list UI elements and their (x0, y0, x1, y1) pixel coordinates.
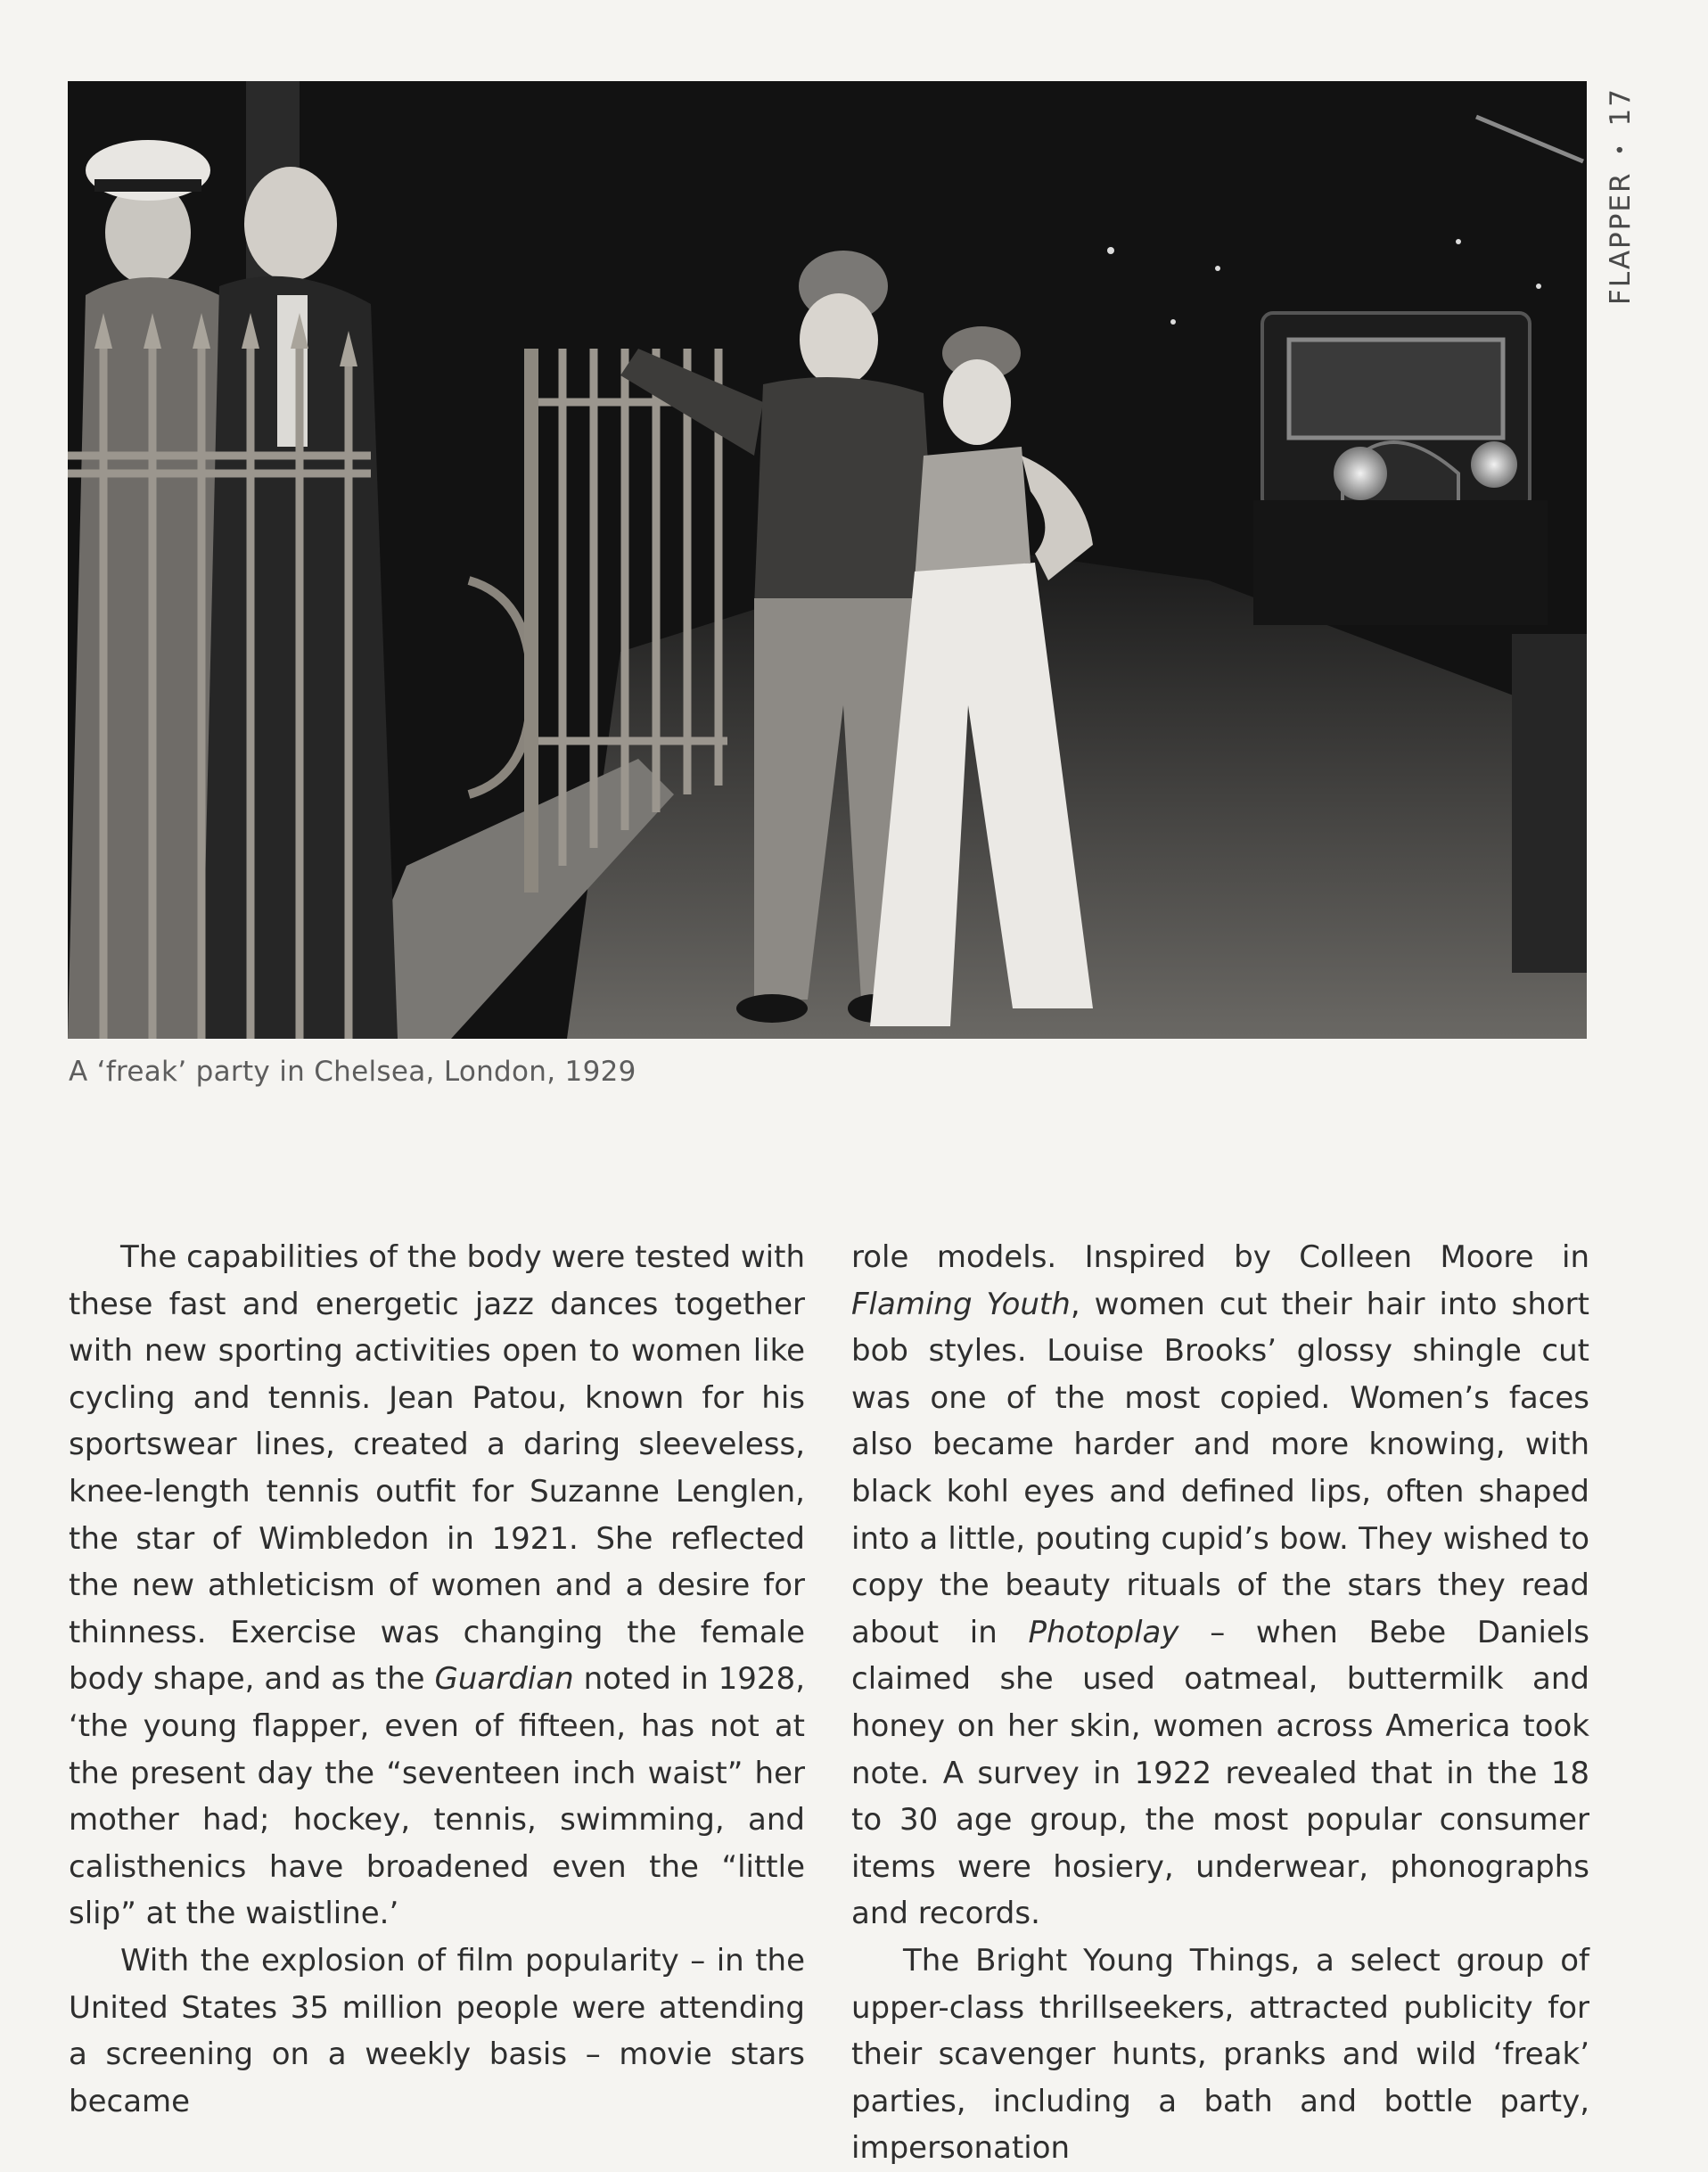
page-number: 17 (1605, 87, 1637, 127)
paragraph: The capabilities of the body were tested with these fast and energetic jazz dances together with new sporting activities open to women like cycling and tennis. Jean Patou, known for his sportswear lines, created a daring sleeveless, knee-length tennis outfit for Suzanne Lenglen, the star of Wimbledon in 1921. She reflected the new athleticism of women and a desire for thinness. Exercise was changing the female body shape, and as the Guardian noted in 1928, ‘the young flapper, even of fifteen, has not at the present day the “seventeen inch waist” her mother had; hockey, tennis, swimming, and calisthenics have broadened even the “little slip” at the waistline.’ (69, 1239, 806, 1932)
paragraph: role models. Inspired by Colleen Moore in Flaming Youth, women cut their hair into short bob styles. Louise Brooks’ glossy shingle cut was one of the most copied. Women’s faces also became harder and more knowing, with black kohl eyes and defined lips, often shaped into a little, pouting cupid’s bow. They wished to copy the beauty rituals of the stars they read about in Photoplay – when Bebe Daniels claimed she used oatmeal, buttermilk and honey on her skin, women across America took note. A survey in 1922 revealed that in the 18 to 30 age group, the most popular consumer items were hosiery, underwear, phonographs and records. (851, 1239, 1589, 1932)
body-column-right (851, 1234, 1589, 2172)
running-head-separator: • (1609, 142, 1632, 156)
paragraph: The Bright Young Things, a select group of upper-class thrillseekers, attracted publicity for their scavenger hunts, pranks and wild ‘freak’ parties, including a bath and bottle party, impersonation (851, 1942, 1589, 2167)
running-head (1594, 76, 1647, 317)
photo-caption: A ‘freak’ party in Chelsea, London, 1929 (69, 1056, 636, 1088)
paragraph: With the explosion of film popularity – in the United States 35 million people were attending a screening on a weekly basis – movie stars became (69, 1942, 805, 2119)
running-head-section: FLAPPER (1605, 171, 1637, 305)
photograph (68, 81, 1587, 1039)
body-column-left (69, 1234, 805, 2125)
